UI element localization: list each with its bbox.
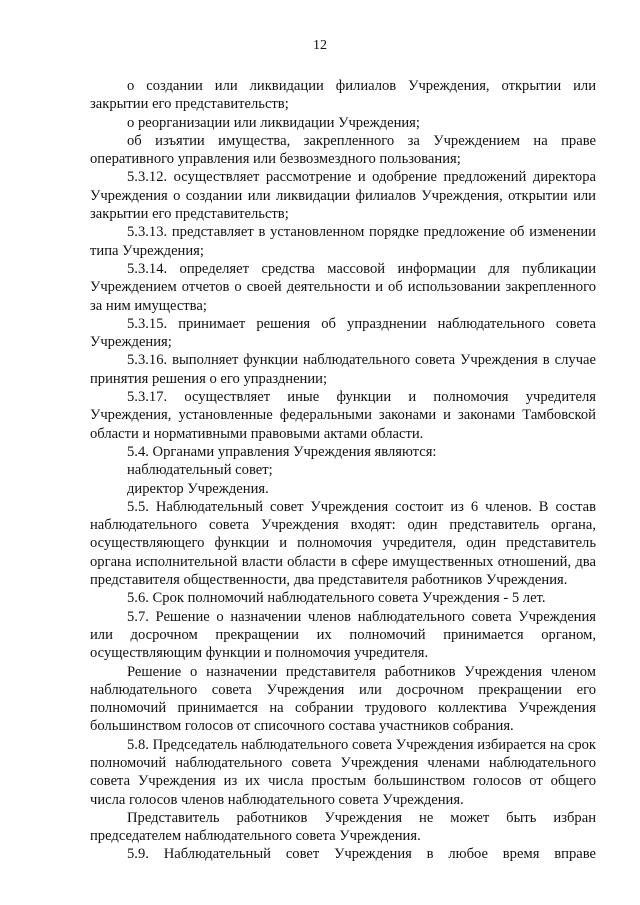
paragraph: Решение о назначении представителя работников Учреждения членом наблюдательного совета Учреждения или досрочном прекращении его полномочий принимается на собрании трудового коллектива Учреждения большинством голосов от списочного состава участников собрания.: [90, 663, 596, 735]
paragraph: 5.3.15. принимает решения об упразднении наблюдательного совета Учреждения;: [90, 315, 596, 351]
paragraph: об изъятии имущества, закрепленного за Учреждением на праве оперативного управления или безвозмездного пользования;: [90, 132, 596, 168]
paragraph: директор Учреждения.: [127, 480, 269, 497]
paragraph: 5.3.16. выполняет функции наблюдательного совета Учреждения в случае принятия решения о его упразднении;: [90, 352, 596, 387]
paragraph: 5.4. Органами управления Учреждения являются:: [127, 443, 437, 460]
paragraph: 5.3.12. осуществляет рассмотрение и одобрение предложений директора Учреждения о создании или ликвидации филиалов Учреждения, открытии или закрытии его представительств;: [90, 169, 596, 223]
document-body: [90, 77, 596, 864]
paragraph: 5.3.14. определяет средства массовой информации для публикации Учреждением отчетов о своей деятельности и об использовании закрепленного за ним имущества;: [90, 260, 596, 314]
paragraph: 5.8. Председатель наблюдательного совета Учреждения избирается на срок полномочий наблюдательного совета Учреждения членами наблюдательного совета Учреждения из их числа простым большинством голосов от общего числа голосов членов наблюдательного совета Учреждения.: [90, 736, 596, 808]
paragraph: 5.6. Срок полномочий наблюдательного совета Учреждения - 5 лет.: [127, 590, 546, 607]
paragraph: 5.5. Наблюдательный совет Учреждения состоит из 6 членов. В состав наблюдательного совета Учреждения входят: один представитель органа, осуществляющего функции и полномочия учредителя, один представитель органа исполнительной власти области в сфере имущественных отношений, два представителя общественности, два представителя работников Учреждения.: [90, 498, 596, 589]
page-number: 12: [313, 38, 327, 53]
paragraph: 5.3.17. осуществляет иные функции и полномочия учредителя Учреждения, установленные федеральными законами и законами Тамбовской области и нормативными правовыми актами области.: [90, 389, 596, 442]
paragraph: наблюдательный совет;: [127, 462, 273, 479]
paragraph: 5.3.13. представляет в установленном порядке предложение об изменении типа Учреждения;: [90, 224, 596, 259]
paragraph: о создании или ликвидации филиалов Учреждения, открытии или закрытии его представительств;: [90, 78, 596, 113]
paragraph: Представитель работников Учреждения не может быть избран председателем наблюдательного совета Учреждения.: [90, 809, 596, 845]
paragraph: 5.9. Наблюдательный совет Учреждения в любое время вправе: [127, 846, 596, 863]
paragraph: о реорганизации или ликвидации Учреждения;: [127, 114, 420, 131]
paragraph: 5.7. Решение о назначении членов наблюдательного совета Учреждения или досрочном прекращении их полномочий принимается органом, осуществляющим функции и полномочия учредителя.: [90, 608, 596, 662]
